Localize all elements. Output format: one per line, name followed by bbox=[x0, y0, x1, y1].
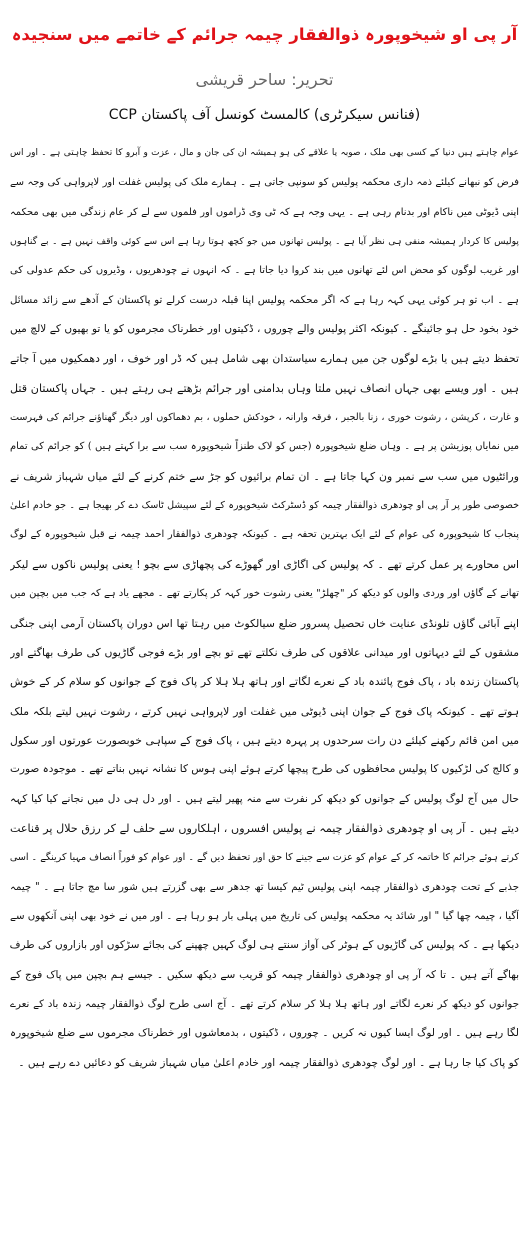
article-line: جذبے کے تحت چودھری ذوالفقار چیمہ اپنی پولیس ٹیم کیسا تھ جدھر سے بھی گزرتے ہیں شور سا مچ جاتا ہے ۔ " چیمہ bbox=[10, 881, 519, 893]
article-line: کو پاک کیا جا رہا ہے ۔ اور لوگ چودھری ذوالفقار چیمہ اور خادم اعلیٰ میاں شہباز شریف کو دعائیں دے رہے ہیں ۔ bbox=[18, 1056, 519, 1069]
article-line: حال میں آج لوگ پولیس کے جوانوں کو دیکھ کر نفرت سے منہ پھیر لیتے ہیں ۔ اور دل ہی دل میں نجانے کیا کیا کہہ bbox=[10, 792, 519, 805]
article-line: دیتے ہیں ۔ آر پی او چودھری ذوالفقار چیمہ نے پولیس افسروں ، اہلکاروں سے حلف لے کر رزق حلال پر قناعت bbox=[10, 821, 519, 835]
article-byline: تحریر: ساحر قریشی bbox=[195, 70, 334, 89]
article-line: تھانے کے گاؤں اور وردی والوں کو دیکھ کر "چھلڑ" یعنی رشوت خور کہہ کر پکارتے تھے ۔ مجھے یاد ہے کہ جب میں بچپن میں bbox=[10, 588, 519, 600]
article-line: میں نمایاں پوزیشن پر ہے ۔ وہاں ضلع شیخوپورہ (جس کو لاک طنزاً شیخوپورہ سب سے برا کہتے ہیں ) کو جرائم کی تمام bbox=[10, 441, 519, 453]
article-line: پاکستان زندہ باد ، پاک فوج پائندہ باد کے نعرے لگاتے اور ہاتھ ہلا ہلا کر پاک فوج کے جوانوں کو سلام کر کے خوش bbox=[10, 675, 519, 689]
article-line: ہیں ۔ اور ویسے بھی جہاں انصاف نہیں ملتا وہاں بدامنی اور جرائم بڑھتے ہی رہتے ہیں ۔ جہاں پاکستان قتل bbox=[10, 381, 519, 395]
article-line: اپنے آبائی گاؤں تلونڈی عنایت خاں تحصیل پسرور ضلع سیالکوٹ میں رہتا تھا اس دوران پاکستان آرمی اپنی جنگی bbox=[10, 616, 519, 630]
article-line: مشقوں کے لئے دیہاتوں اور میدانی علاقوں کی طرف نکلتے تھے تو بچے اور بڑے فوجی گاڑیوں کی طرف بھاگتے اور bbox=[10, 645, 519, 659]
article-line: پولیس کا کردار ہمیشہ منفی ہی نظر آیا ہے ۔ پولیس تھانوں میں جو کچھ ہوتا رہا ہے اس سے کوئی واقف نہیں ہے ۔ بے گناہوں bbox=[10, 236, 519, 248]
author-designation: (فنانس سیکرٹری) کالمسٹ کونسل آف پاکستان CCP bbox=[108, 107, 421, 123]
article-line: عوام چاہتے ہیں دنیا کے کسی بھی ملک ، صوبہ یا علاقے کی ہو ہمیشہ ان کی جان و مال ، عزت و آبرو کا تحفظ چاہتی ہے ۔ اور اس bbox=[10, 148, 519, 158]
article-line: خود بخود حل ہو جائینگے ۔ کیونکہ اکثر پولیس والے چوروں ، ڈکیتوں اور خطرناک مجرموں کو یا تو بھیوں کے لالچ میں bbox=[10, 323, 519, 336]
article-body bbox=[10, 139, 519, 1078]
article-line: کرتے ہوئے جرائم کا خاتمہ کر کے عوام کو عزت سے جینے کا حق اور تحفظ دیں گے ۔ اور عوام کو فوراً انصاف مہیا کرینگے ۔ اسی bbox=[10, 852, 519, 864]
article-line: خصوصی طور پر آر پی او چودھری ذوالفقار چیمہ کو ڈسٹرکٹ شیخوپورہ کے لئے سپیشل ٹاسک دے کر بھیجا ہے ۔ جو خادم اعلیٰ bbox=[10, 500, 519, 512]
article-line: اور غریب لوگوں کو محض اس لئے تھانوں میں بند کروا دیا جاتا ہے ۔ کہ انہوں نے چودھریوں ، وڈیروں کی حکم عدولی کی bbox=[10, 265, 519, 277]
article-line: ورائٹیوں میں سب سے نمبر ون کہا جاتا ہے ۔ ان تمام برائیوں کو جڑ سے ختم کرنے کے لئے میاں شہباز شریف نے bbox=[10, 469, 519, 483]
article-line: پنجاب کا شیخوپورہ کی عوام کے لئے ایک بہترین تحفہ ہے ۔ کیونکہ چودھری ذوالفقار احمد چیمہ نے قبل شیخوپورہ کے لوگ bbox=[10, 529, 519, 541]
article-line: ہے ۔ اب تو ہر کوئی یہی کہہ رہا ہے کہ اگر محکمہ پولیس اپنا قبلہ درست کرلے تو پاکستان کے آدھے سے زائد مسائل bbox=[10, 294, 519, 306]
article-line: و غارت ، کرپشن ، رشوت خوری ، زنا بالجبر ، فرقہ وارانہ ، خودکش حملوں ، بم دھماکوں اور دیگر گھناؤنے جرائم کی فہرست bbox=[10, 412, 519, 424]
article-line: و کالج کی لڑکیوں کا پولیس محافظوں کی طرح پیچھا کرتے ہوئے اپنی ہوس کا نشانہ نہیں بناتے تھے ۔ موجودہ صورت bbox=[10, 763, 519, 776]
article-line: اس محاورے پر عمل کرتے تھے ۔ کہ پولیس کی اگاڑی اور گھوڑے کی پچھاڑی سے بچو ! یعنی پولیس ناکوں سے لیکر bbox=[10, 557, 519, 571]
article-line: ہوتے تھے ۔ کیونکہ پاک فوج کے جوان اپنی ڈیوٹی میں غفلت اور لاپرواہی نہیں کرتے ، رشوت نہیں لیتے بلکہ ملک bbox=[10, 704, 519, 718]
article-line: بھاگے آتے ہیں ۔ تا کہ آر پی او چودھری ذوالفقار چیمہ کو قریب سے دیکھ سکیں ۔ جیسے ہم بچپن میں پاک فوج کے bbox=[10, 968, 519, 981]
article-line: تحفظ دیتے ہیں یا بڑے لوگوں جن میں ہمارے سیاستدان بھی شامل ہیں کہ ڈر اور خوف ، اور دھمکیوں میں آ جاتے bbox=[10, 352, 519, 366]
article-line: لگا رہے ہیں ۔ اور لوگ ایسا کیوں نہ کریں ۔ چوروں ، ڈکیتوں ، بدمعاشوں اور خطرناک مجرموں سے ضلع شیخوپورہ bbox=[10, 1027, 519, 1040]
article-line: جوانوں کو دیکھ کر نعرے لگاتے اور ہاتھ ہلا ہلا کر سلام کرتے تھے ۔ آج اسی طرح لوگ ذوالفقار چیمہ زندہ باد کے نعرے bbox=[10, 998, 519, 1010]
article-line: اپنی ڈیوٹی میں ناکام اور بدنام رہی ہے ۔ یہی وجہ ہے کہ ٹی وی ڈراموں اور فلموں سے لے کر عام زندگی میں بھی محکمہ bbox=[10, 206, 519, 218]
article-line: فرض کو نبھانے کیلئے ذمہ داری محکمہ پولیس کو سونپی جاتی ہے ۔ ہمارے ملک کی پولیس غفلت اور لاپرواہی کی وجہ سے bbox=[10, 177, 519, 189]
article-line: آگیا ، چیمہ چھا گیا " اور شائد یہ محکمہ پولیس کی تاریخ میں پہلی بار ہو رہا ہے ۔ اور میں نے خود بھی اپنی آنکھوں سے bbox=[10, 910, 519, 922]
article-line: میں امن قائم رکھنے کیلئے دن رات سرحدوں پر پہرہ دیتے ہیں ، پاک فوج کے سپاہی خوبصورت عورتوں اور سکول bbox=[10, 733, 519, 747]
article-headline: آر پی او شیخوپورہ ذوالفقار چیمہ جرائم کے خاتمے میں سنجیدہ bbox=[11, 25, 518, 44]
article-line: دیکھا ہے ۔ کہ پولیس کی گاڑیوں کے ہوٹر کی آواز سنتے ہی لوگ کہیں چھپنے کی بجائے سڑکوں اور بازاروں کی طرف bbox=[10, 939, 519, 952]
